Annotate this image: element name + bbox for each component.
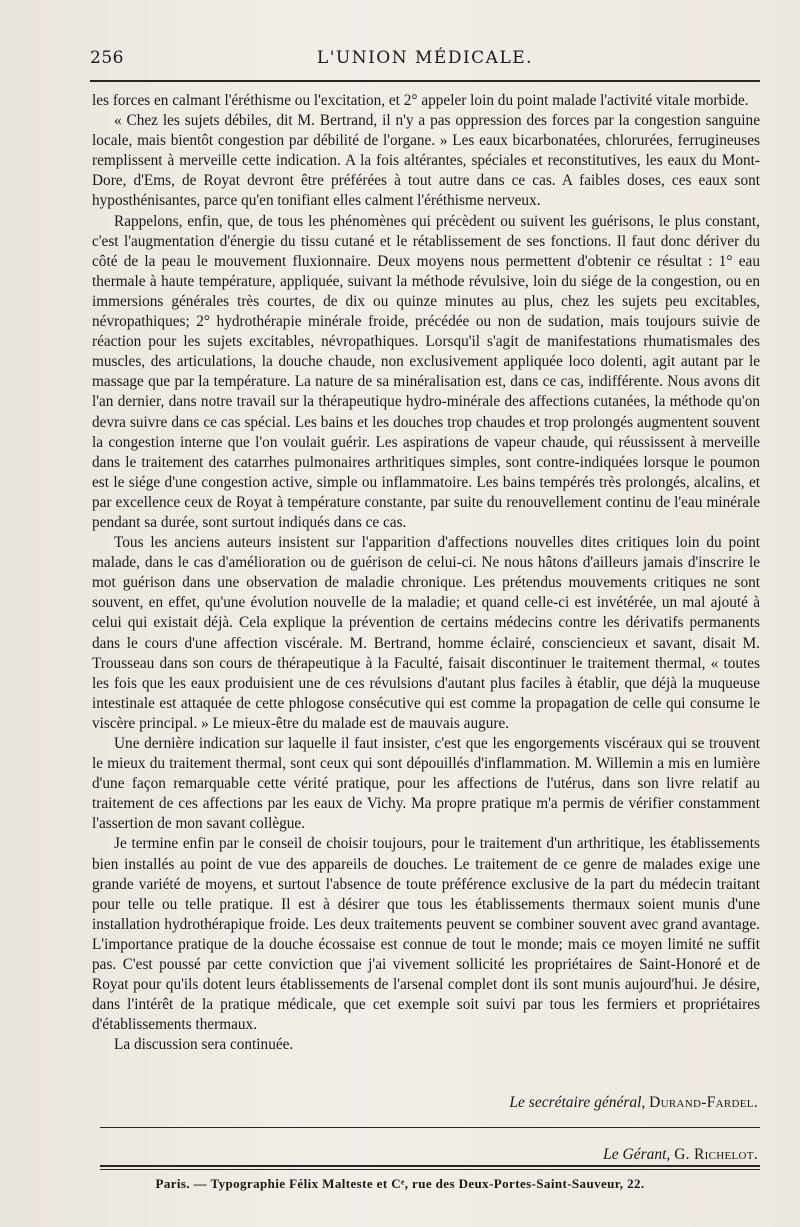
manager-signature [603,1146,758,1164]
article-body [92,91,760,1056]
paragraph-5: Une dernière indication sur laquelle il faut insister, c'est que les engorgements viscéraux qui se trouvent le mieux du traitement thermal, sont ceux qui sont dépouillés d'inflammation. M. Willemin a mis en lumière d'une façon remarquable cette vérité pratique, pour les affections de l'utérus, dans son livre relatif au traitement de ces affections par les eaux de Vichy. Ma propre pratique m'a permis de vérifier constamment l'assertion de mon savant collègue. [92,735,760,833]
running-title: L'UNION MÉDICALE. [316,48,534,68]
signature-name: Durand-Fardel. [649,1094,758,1111]
paragraph-3: Rappelons, enfin, que, de tous les phénomènes qui précèdent ou suivent les guérisons, le plus constant, c'est l'augmentation d'énergie du tissu cutané et le rétablissement de ses fonctions. Il faut donc dériver du côté de la peau le mouvement fluxionnaire. Deux moyens nous permettent d'obtenir ce résultat : 1° eau thermale à haute température, appliquée, suivant la méthode révulsive, loin du siége de la congestion, ou en immersions générales très courtes, de dix ou quinze minutes au plus, chez les sujets peu excitables, névropathiques; 2° hydrothérapie minérale froide, précédée ou non de sudation, mais toujours suivie de réaction pour les sujets excitables, névropathiques. Lorsqu'il s'agit de manifestations rhumatismales des muscles, des articulations, la douche chaude, non exclusivement appliquée loco dolenti, agit autant par le massage que par la température. La nature de sa minéralisation est, dans ce cas, indifférente. Nous avons dit l'an dernier, dans notre travail sur la thérapeutique hydro-minérale des affections cutanées, la méthode qu'on devra suivre dans ce cas spécial. Les bains et les douches trop chaudes et trop prolongés augmentent souvent la congestion interne que l'on voulait guérir. Les aspirations de vapeur chaude, qui réussissent à merveille dans le traitement des catarrhes pulmonaires arthritiques simples, sont contre-indiquées lorsque le poumon est le siége d'une congestion active, simple ou inflammatoire. Les bains tempérés très prolongés, alcalins, et par excellence ceux de Royat à température constante, par suite du renouvellement continu de l'eau minérale pendant sa durée, sont surtout indiqués dans ce cas. [92,212,760,531]
footer-rule-lower [100,1165,760,1167]
page-header [90,48,760,78]
paragraph-7: La discussion sera continuée. [114,1036,294,1054]
paragraph-1: les forces en calmant l'éréthisme ou l'excitation, et 2° appeler loin du point malade l'activité vitale morbide. [92,92,749,109]
footer-rule-upper [100,1127,760,1128]
printer-imprint: Paris. — Typographie Félix Malteste et Cᵉ, rue des Deux-Portes-Saint-Sauveur, 22. [155,1176,645,1191]
signature-role: Le secrétaire général, [509,1094,646,1111]
manager-role: Le Gérant, [603,1146,671,1163]
paragraph-2: « Chez les sujets débiles, dit M. Bertrand, il n'y a pas oppression des forces par la congestion sanguine locale, mais bientôt congestion par débilité de l'organe. » Les eaux bicarbonatées, chlorurées, ferrugineuses remplissent à merveille cette indication. A la fois altérantes, spéciales et reconstitutives, les eaux du Mont-Dore, d'Ems, de Royat devront être préférées à tout autre dans ce cas. A faibles doses, ces eaux sont hyposthénisantes, parce qu'en tonifiant elles calment l'éréthisme nerveux. [92,112,760,210]
manager-name: G. Richelot. [674,1146,758,1163]
page-number: 256 [90,48,124,68]
paragraph-4: Tous les anciens auteurs insistent sur l'apparition d'affections nouvelles dites critiques loin du point malade, dans le cas d'amélioration ou de guérison de celui-ci. Ne nous hâtons d'ailleurs jamais d'inscrire le mot guérison dans une observation de maladie chronique. Les prétendus mouvements critiques ne sont souvent, en effet, qu'une évolution nouvelle de la maladie; et quand celle-ci est invétérée, un mal ajouté à celui qui existait déjà. Cela explique la prévention de certains médecins contre les dérivatifs permanents dans le cours d'une affection viscérale. M. Bertrand, homme éclairé, consciencieux et savant, disait M. Trousseau dans son cours de thérapeutique à la Faculté, faisait discontinuer le traitement thermal, « toutes les fois que les eaux produisient une de ces révulsions d'autant plus faciles à établir, que déjà la muqueuse intestinale est attaquée de cette phlogose consécutive qui est comme la propagation de celle qui consume le viscère principal. » Le mieux-être du malade est de mauvais augure. [92,534,760,732]
header-rule [90,80,760,82]
footer-rule-lower-thin [100,1169,760,1170]
paragraph-6: Je termine enfin par le conseil de choisir toujours, pour le traitement d'un arthritique, les établissements bien installés au point de vue des appareils de douches. Le traitement de ce genre de malades exige une grande variété de moyens, et surtout l'absence de toute préférence exclusive de la part du médecin traitant pour telle ou telle pratique. Il est à désirer que tous les établissements thermaux soient munis d'une installation hydrothérapique froide. Les deux traitements peuvent se combiner souvent avec grand avantage. L'importance pratique de la douche écossaise est connue de tout le monde; mais ce moyen limité ne suffit pas. C'est poussé par cette conviction que j'ai vivement sollicité les propriétaires de Saint-Honoré et de Royat pour qu'ils dotent leurs établissements de l'arsenal complet dont ils sont munis aujourd'hui. Je désire, dans l'intérêt de la pratique médicale, que cet exemple soit suivi par tous les fermiers et propriétaires d'établissements thermaux. [92,835,760,1034]
secretary-signature [509,1094,758,1112]
